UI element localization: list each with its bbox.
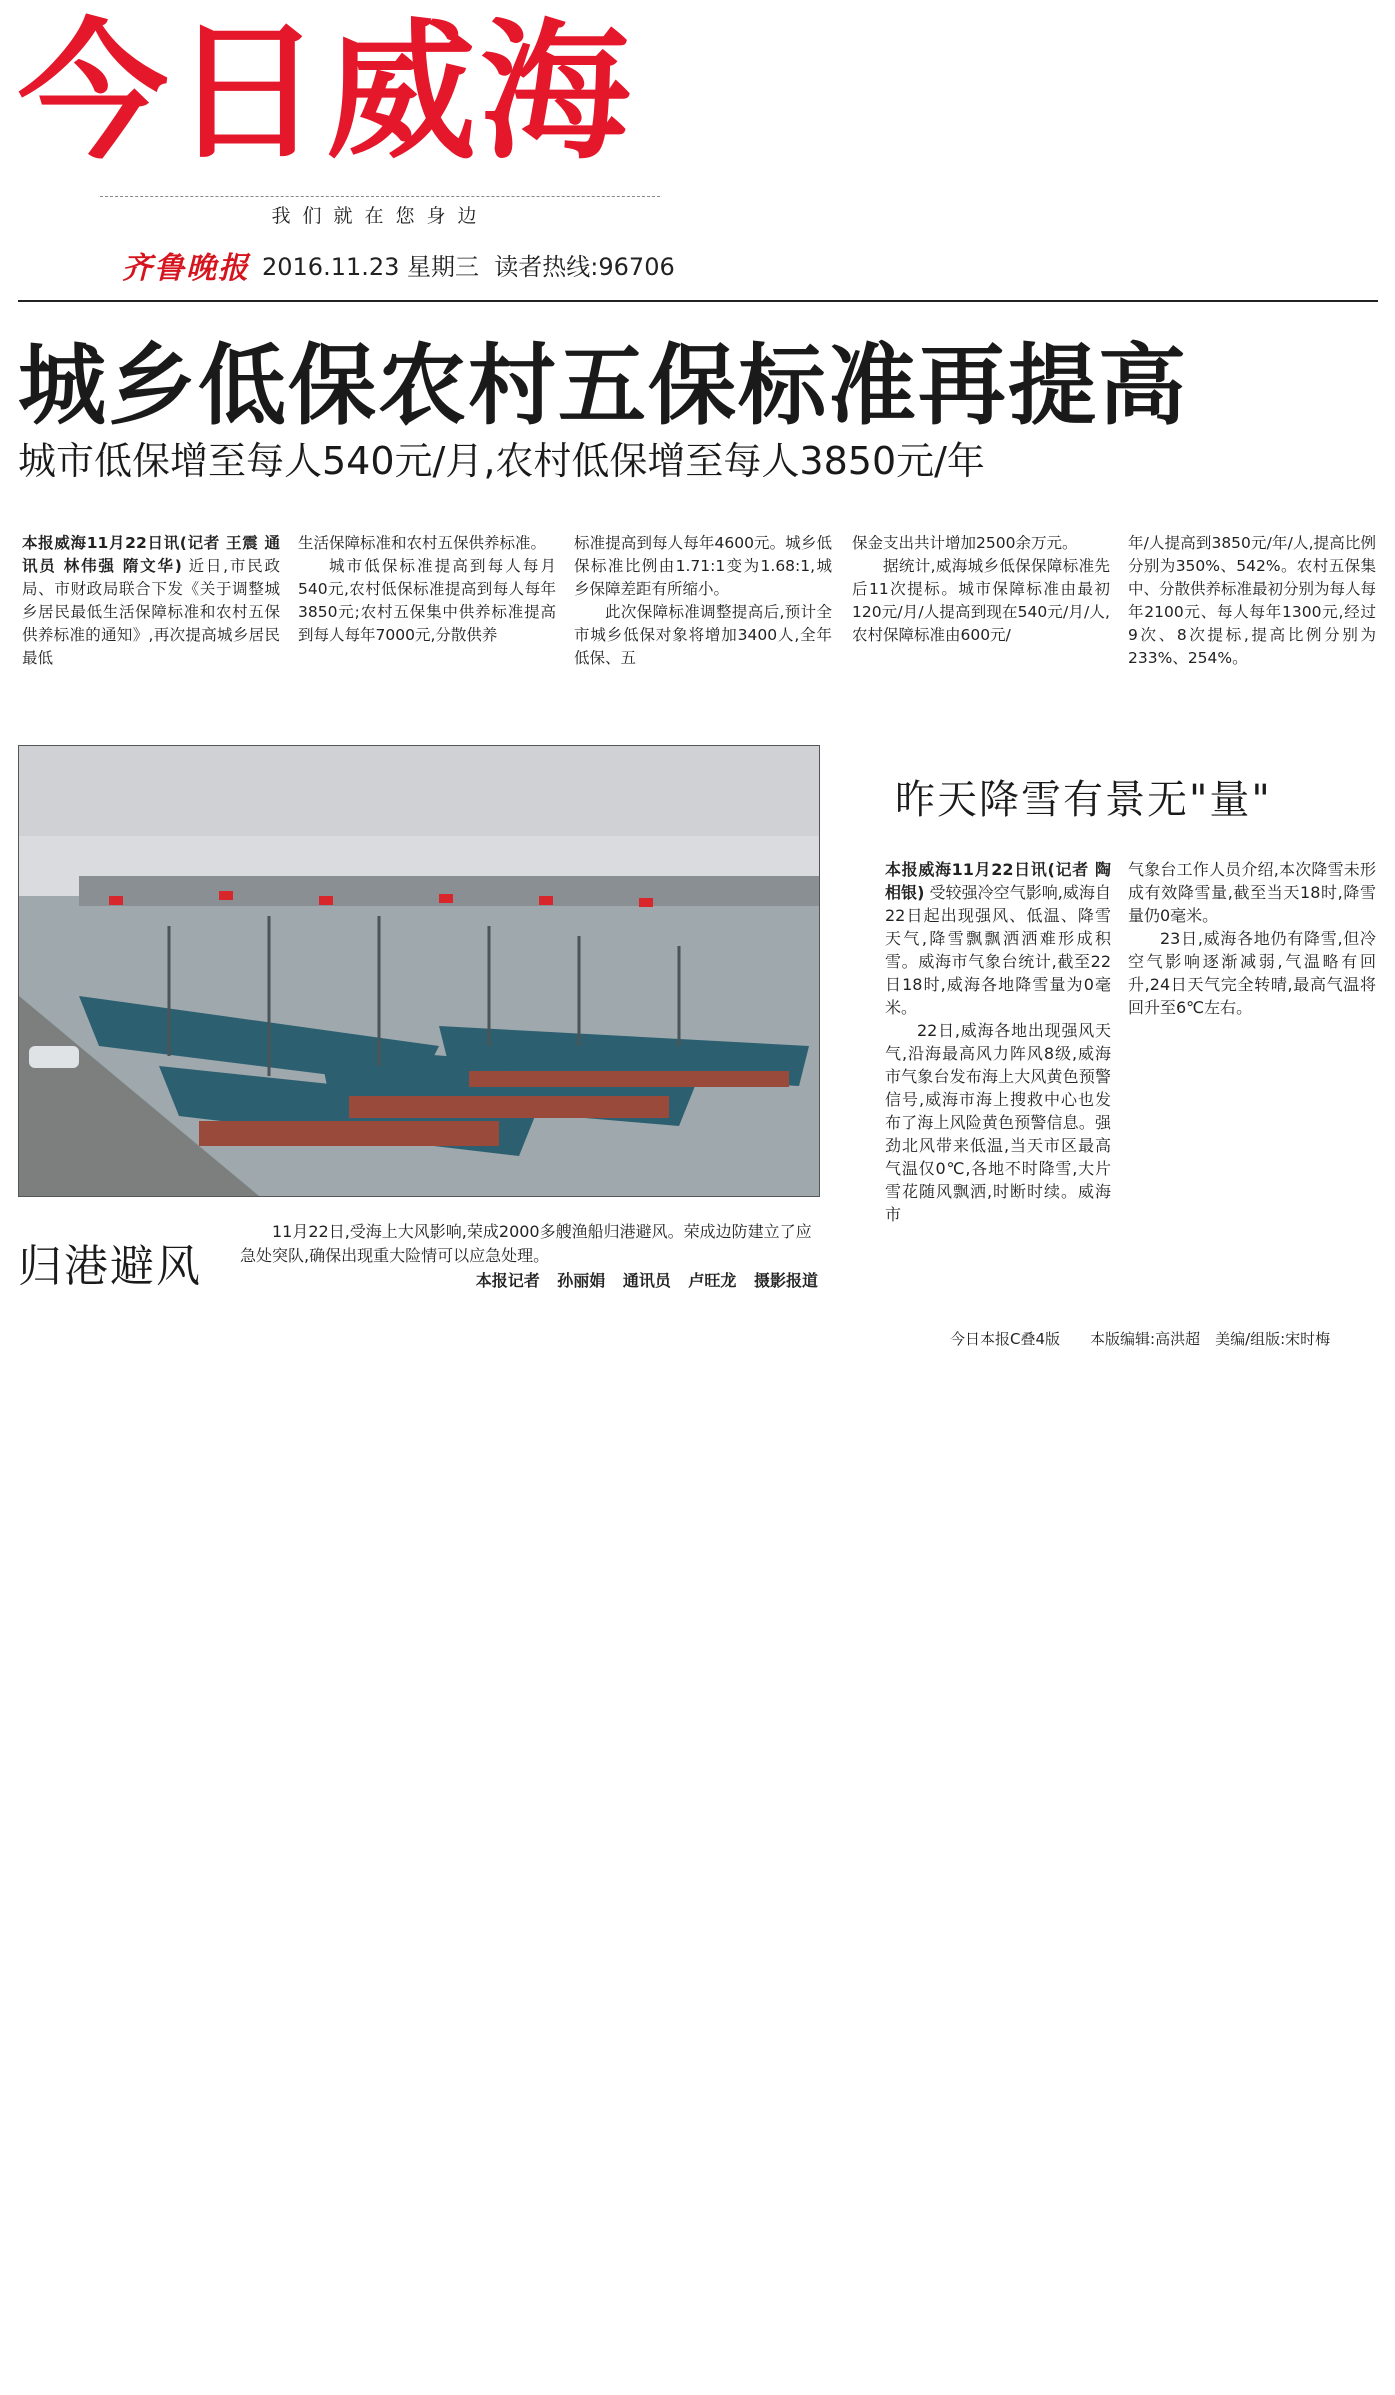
snow-column-1: [885, 858, 1111, 1226]
photo-title: 归港避风: [18, 1241, 202, 1292]
harbor-photo: [18, 745, 820, 1197]
masthead-slogan: 我们就在您身边: [100, 196, 660, 228]
page-footer: 今日本报C叠4版 本版编辑:高洪超 美编/组版:宋时梅: [950, 1330, 1331, 1348]
photo-caption: 11月22日,受海上大风影响,荣成2000多艘渔船归港避风。荣成边防建立了应急处突队,确保出现重大险情可以应急处理。: [240, 1222, 812, 1265]
article-column-3: [574, 532, 832, 670]
sub-headline: 城市低保增至每人540元/月,农村低保增至每人3850元/年: [18, 439, 985, 483]
snow-paragraph: 23日,威海各地仍有降雪,但冷空气影响逐渐减弱,气温略有回升,24日天气完全转晴,最高气温将回升至6℃左右。: [1128, 929, 1376, 1017]
photo-credit: 本报记者 孙丽娟 通讯员 卢旺龙 摄影报道: [475, 1271, 818, 1290]
newspaper-brand: 齐鲁晚报: [122, 251, 250, 286]
snow-paragraph: 本报威海11月22日讯(记者 陶相银) 受较强冷空气影响,威海自22日起出现强风、低温、降雪天气,降雪飘飘洒洒难形成积雪。威海市气象台统计,截至22日18时,威海各地降雪量为0毫米。: [885, 860, 1111, 1017]
snow-headline: 昨天降雪有景无"量": [895, 777, 1272, 823]
masthead-divider: [18, 300, 1378, 302]
article-paragraph: 保金支出共计增加2500余万元。: [852, 534, 1078, 552]
snow-paragraph: 22日,威海各地出现强风天气,沿海最高风力阵风8级,威海市气象台发布海上大风黄色预警信号,威海市海上搜救中心也发布了海上风险黄色预警信息。强劲北风带来低温,当天市区最高气温仅0℃,各地不时降雪,大片雪花随风飘洒,时断时续。威海市: [885, 1021, 1111, 1224]
snow-paragraph: 气象台工作人员介绍,本次降雪未形成有效降雪量,截至当天18时,降雪量仍0毫米。: [1128, 860, 1376, 925]
main-headline: 城乡低保农村五保标准再提高: [18, 334, 1189, 437]
snow-column-2: [1128, 858, 1376, 1019]
issue-date: 2016.11.23 星期三: [262, 253, 480, 281]
article-paragraph: 城市低保标准提高到每人每月540元,农村低保标准提高到每人每年3850元;农村五保集中供养标准提高到每人每年7000元,分散供养: [298, 557, 556, 644]
snow-byline: 本报威海11月22日讯(记者 陶相银): [885, 860, 1111, 902]
article-paragraph: 此次保障标准调整提高后,预计全市城乡低保对象将增加3400人,全年低保、五: [574, 603, 832, 667]
issue-dateline: [262, 247, 675, 282]
reader-hotline: 读者热线:96706: [494, 253, 675, 281]
article-paragraph: 生活保障标准和农村五保供养标准。: [298, 534, 547, 552]
article-paragraph: 本报威海11月22日讯(记者 王震 通讯员 林伟强 隋文华) 近日,市民政局、市财政局联合下发《关于调整城乡居民最低生活保障标准和农村五保供养标准的通知》,再次提高城乡居民最低: [22, 534, 280, 667]
article-column-5: [1128, 532, 1376, 670]
article-column-1: [22, 532, 280, 670]
article-paragraph: 年/人提高到3850元/年/人,提高比例分别为350%、542%。农村五保集中、分散供养标准最初分别为每人每年2100元、每人每年1300元,经过9次、8次提标,提高比例分别为233%、254%。: [1128, 534, 1377, 667]
article-column-4: [852, 532, 1110, 647]
article-column-2: [298, 532, 556, 647]
article-byline: 本报威海11月22日讯(记者 王震 通讯员 林伟强 隋文华): [22, 534, 280, 575]
article-paragraph: 据统计,威海城乡低保保障标准先后11次提标。城市保障标准由最初120元/月/人提高到现在540元/月/人,农村保障标准由600元/: [852, 557, 1110, 644]
masthead-title: 今日威海: [18, 6, 635, 180]
article-paragraph: 标准提高到每人每年4600元。城乡低保标准比例由1.71:1变为1.68:1,城乡保障差距有所缩小。: [574, 534, 832, 598]
